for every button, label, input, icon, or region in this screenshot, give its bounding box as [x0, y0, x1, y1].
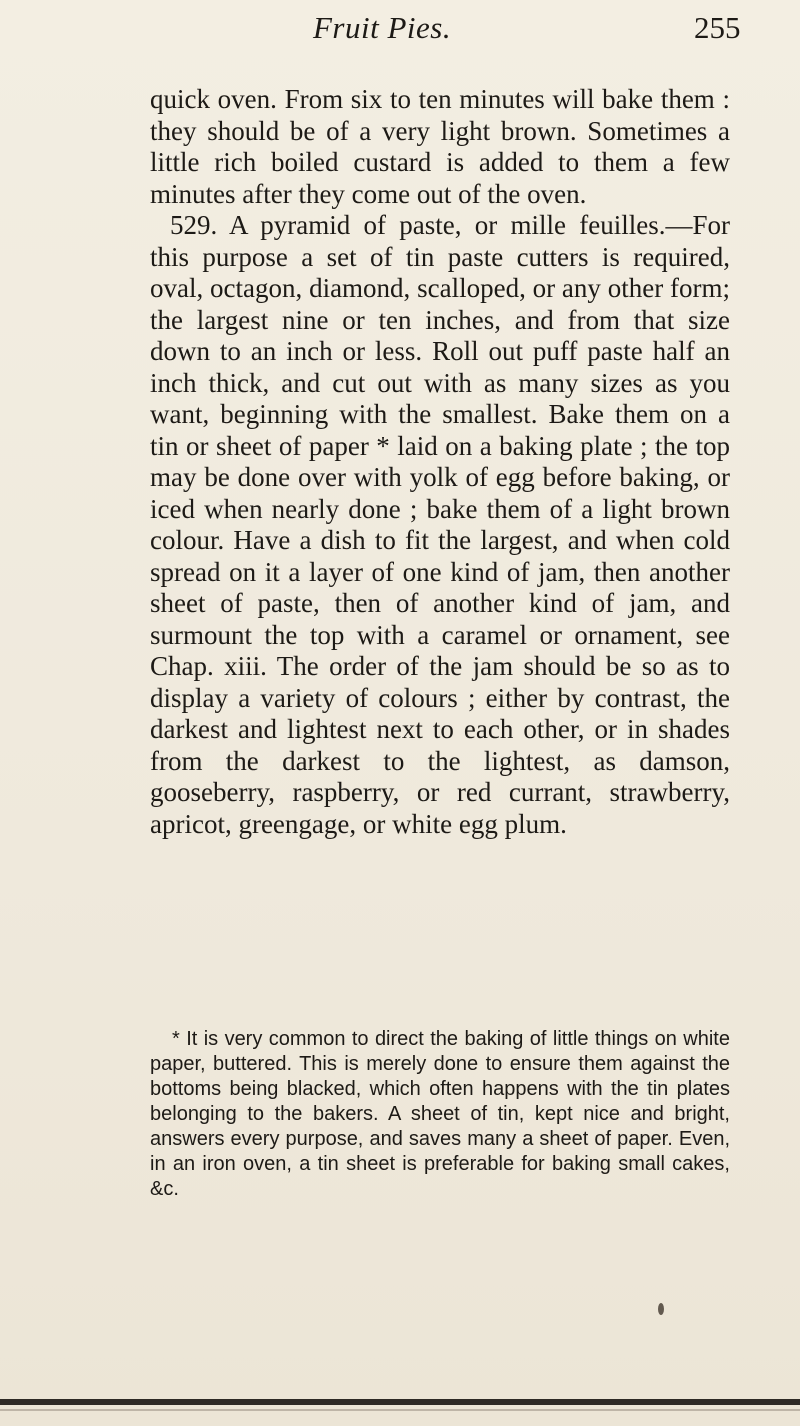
- footnote-text: * It is very common to direct the baking of little things on white paper, buttered. This is merely done to ensure them against the bottoms being blacked, which often happens with the tin plates belonging to the bakers. A sheet of tin, kept nice and bright, answers every purpose, and saves many a sheet of paper. Even, in an iron oven, a tin sheet is preferable for baking small cakes, &c.: [150, 1028, 730, 1200]
- paragraph-continuation: [150, 84, 730, 210]
- footnote: [150, 1027, 730, 1202]
- bottom-page-edge: [0, 1399, 800, 1405]
- bottom-page-shadow: [0, 1409, 800, 1411]
- body-text: [150, 84, 730, 840]
- ink-speck: [658, 1303, 664, 1315]
- running-title: Fruit Pies.: [313, 10, 452, 45]
- paragraph-text: A pyramid of paste, or mille feuilles.—For this purpose a set of tin paste cutters is required, oval, octagon, diamond, scalloped, or any other form; the largest nine or ten inches, and from that size down to an inch or less. Roll out puff paste half an inch thick, and cut out with as many sizes as you want, beginning with the smallest. Bake them on a tin or sheet of paper * laid on a baking plate ; the top may be done over with yolk of egg before baking, or iced when nearly done ; bake them of a light brown colour. Have a dish to fit the largest, and when cold spread on it a layer of one kind of jam, then another sheet of paste, then of another kind of jam, and surmount the top with a caramel or ornament, see Chap. xiii. The order of the jam should be so as to display a variety of colours ; either by contrast, the darkest and lightest next to each other, or in shades from the darkest to the lightest, as damson, gooseberry, raspberry, or red currant, strawberry, apricot, greengage, or white egg plum.: [150, 210, 730, 839]
- recipe-number: 529.: [170, 210, 218, 240]
- page-number: 255: [694, 10, 741, 45]
- paragraph-recipe-529: [150, 210, 730, 840]
- paragraph-text: quick oven. From six to ten minutes will bake them : they should be of a very light brown. Sometimes a little rich boiled custard is added to them a few minutes after they come out of the oven.: [150, 84, 730, 209]
- page-header: [0, 0, 800, 70]
